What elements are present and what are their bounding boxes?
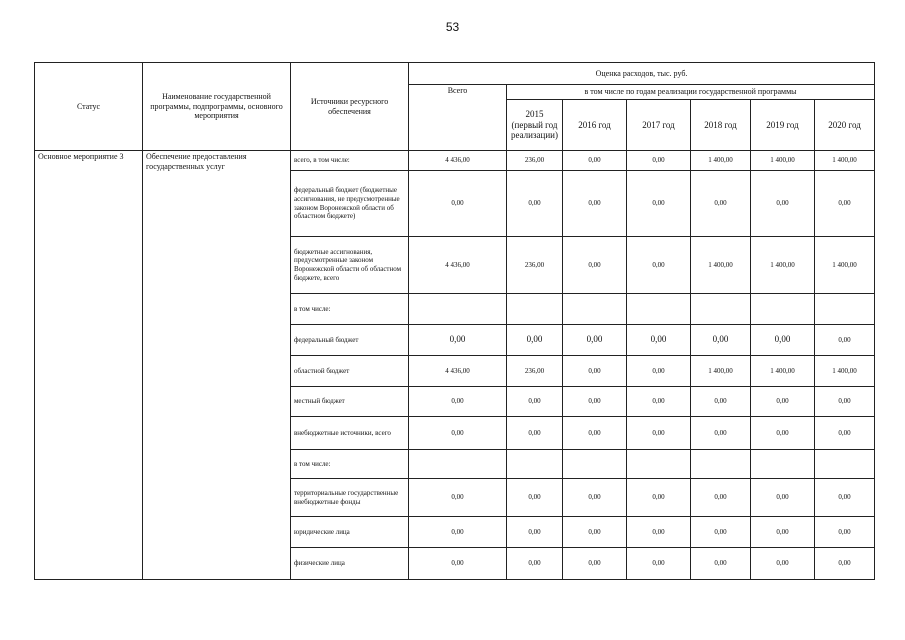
value-cell: 0,00 — [409, 171, 507, 237]
value-cell: 4 436,00 — [409, 151, 507, 171]
value-cell — [507, 450, 563, 479]
value-cell: 1 400,00 — [691, 151, 751, 171]
value-cell: 0,00 — [627, 387, 691, 417]
source-label: областной бюджет — [291, 356, 409, 387]
value-cell: 0,00 — [691, 517, 751, 548]
value-cell: 0,00 — [409, 548, 507, 580]
value-cell: 0,00 — [507, 325, 563, 356]
value-cell — [691, 450, 751, 479]
value-cell: 0,00 — [627, 151, 691, 171]
header-total: Всего — [409, 85, 507, 151]
source-label: внебюджетные источники, всего — [291, 417, 409, 450]
value-cell — [751, 294, 815, 325]
value-cell: 0,00 — [563, 517, 627, 548]
value-cell: 0,00 — [815, 387, 875, 417]
value-cell: 1 400,00 — [815, 151, 875, 171]
value-cell: 4 436,00 — [409, 237, 507, 294]
source-label: юридические лица — [291, 517, 409, 548]
value-cell: 0,00 — [627, 356, 691, 387]
value-cell — [563, 450, 627, 479]
source-label: местный бюджет — [291, 387, 409, 417]
header-expenses: Оценка расходов, тыс. руб. — [409, 63, 875, 85]
value-cell: 0,00 — [563, 237, 627, 294]
source-label: в том числе: — [291, 450, 409, 479]
value-cell: 0,00 — [815, 517, 875, 548]
value-cell — [563, 294, 627, 325]
value-cell: 1 400,00 — [815, 237, 875, 294]
value-cell: 0,00 — [563, 548, 627, 580]
value-cell — [409, 294, 507, 325]
header-year-2018: 2018 год — [691, 100, 751, 151]
source-label: физические лица — [291, 548, 409, 580]
header-year-2017: 2017 год — [627, 100, 691, 151]
value-cell: 236,00 — [507, 237, 563, 294]
header-name: Наименование государственной программы, подпрограммы, основного мероприятия — [143, 63, 291, 151]
value-cell: 0,00 — [409, 479, 507, 517]
value-cell: 0,00 — [691, 548, 751, 580]
value-cell — [409, 450, 507, 479]
value-cell: 0,00 — [563, 417, 627, 450]
value-cell: 0,00 — [751, 387, 815, 417]
value-cell — [627, 294, 691, 325]
source-label: федеральный бюджет — [291, 325, 409, 356]
value-cell: 1 400,00 — [815, 356, 875, 387]
value-cell: 0,00 — [691, 325, 751, 356]
value-cell: 0,00 — [751, 171, 815, 237]
value-cell: 1 400,00 — [691, 356, 751, 387]
value-cell — [751, 450, 815, 479]
table-row — [35, 151, 875, 171]
value-cell — [815, 294, 875, 325]
budget-table — [34, 62, 875, 580]
header-year-2020: 2020 год — [815, 100, 875, 151]
header-by-years: в том числе по годам реализации государственной программы — [507, 85, 875, 100]
value-cell: 0,00 — [409, 325, 507, 356]
value-cell: 0,00 — [507, 171, 563, 237]
value-cell: 0,00 — [507, 387, 563, 417]
value-cell: 0,00 — [751, 479, 815, 517]
value-cell: 1 400,00 — [751, 237, 815, 294]
value-cell: 236,00 — [507, 356, 563, 387]
header-year-2016: 2016 год — [563, 100, 627, 151]
value-cell: 0,00 — [691, 387, 751, 417]
value-cell: 0,00 — [815, 479, 875, 517]
value-cell: 0,00 — [691, 417, 751, 450]
source-label: бюджетные ассигнования, предусмотренные законом Воронежской области об областном бюджете, всего — [291, 237, 409, 294]
value-cell: 1 400,00 — [751, 151, 815, 171]
value-cell: 1 400,00 — [691, 237, 751, 294]
page-number: 53 — [445, 20, 460, 34]
value-cell: 0,00 — [507, 548, 563, 580]
header-sources: Источники ресурсного обеспечения — [291, 63, 409, 151]
value-cell: 236,00 — [507, 151, 563, 171]
value-cell: 1 400,00 — [751, 356, 815, 387]
header-year-2015: 2015 (первый год реализации) — [507, 100, 563, 151]
value-cell: 0,00 — [815, 548, 875, 580]
value-cell: 0,00 — [751, 517, 815, 548]
value-cell: 0,00 — [507, 479, 563, 517]
value-cell: 0,00 — [409, 417, 507, 450]
source-label: в том числе: — [291, 294, 409, 325]
value-cell: 0,00 — [507, 517, 563, 548]
name-cell: Обеспечение предоставления государственных услуг — [143, 151, 291, 580]
value-cell: 0,00 — [563, 479, 627, 517]
value-cell: 0,00 — [409, 387, 507, 417]
value-cell: 0,00 — [751, 548, 815, 580]
value-cell — [815, 450, 875, 479]
source-label: федеральный бюджет (бюджетные ассигнования, не предусмотренные законом Воронежской области об областном бюджете) — [291, 171, 409, 237]
value-cell: 0,00 — [815, 417, 875, 450]
value-cell — [691, 294, 751, 325]
source-label: всего, в том числе: — [291, 151, 409, 171]
value-cell: 0,00 — [563, 325, 627, 356]
header-status: Статус — [35, 63, 143, 151]
value-cell: 0,00 — [563, 171, 627, 237]
value-cell: 0,00 — [563, 356, 627, 387]
value-cell: 0,00 — [691, 479, 751, 517]
status-cell: Основное мероприятие 3 — [35, 151, 143, 580]
value-cell: 0,00 — [691, 171, 751, 237]
source-label: территориальные государственные внебюджетные фонды — [291, 479, 409, 517]
value-cell: 0,00 — [627, 417, 691, 450]
value-cell: 0,00 — [815, 171, 875, 237]
value-cell: 0,00 — [627, 548, 691, 580]
value-cell — [627, 450, 691, 479]
value-cell: 0,00 — [507, 417, 563, 450]
value-cell: 0,00 — [627, 479, 691, 517]
value-cell: 0,00 — [627, 237, 691, 294]
value-cell: 0,00 — [815, 325, 875, 356]
value-cell: 0,00 — [627, 325, 691, 356]
value-cell: 0,00 — [627, 517, 691, 548]
value-cell: 0,00 — [751, 417, 815, 450]
value-cell: 0,00 — [627, 171, 691, 237]
value-cell: 0,00 — [563, 387, 627, 417]
value-cell: 0,00 — [563, 151, 627, 171]
value-cell: 0,00 — [409, 517, 507, 548]
value-cell: 0,00 — [751, 325, 815, 356]
value-cell: 4 436,00 — [409, 356, 507, 387]
value-cell — [507, 294, 563, 325]
header-year-2019: 2019 год — [751, 100, 815, 151]
